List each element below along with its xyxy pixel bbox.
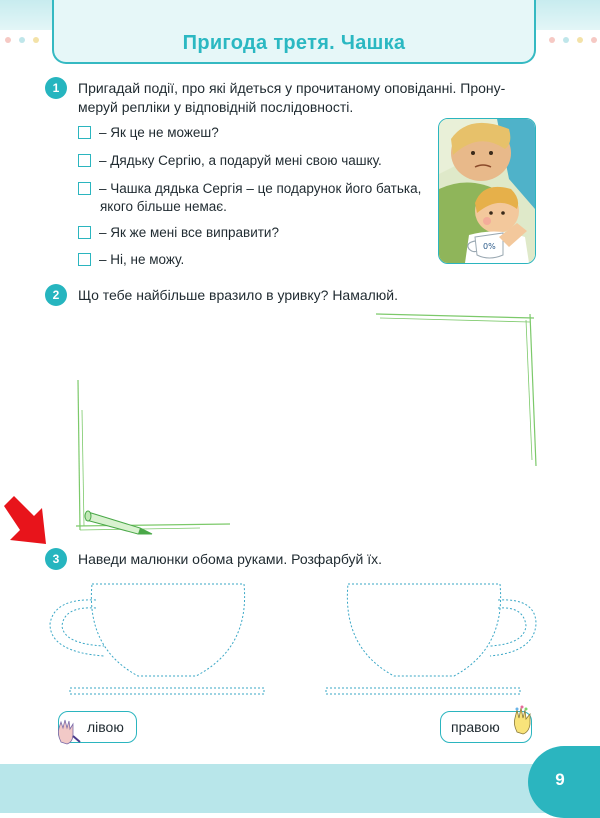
left-cup-outline[interactable] — [50, 584, 264, 694]
task-3-number: 3 — [45, 548, 67, 570]
left-hand-icon — [53, 716, 83, 746]
task-2-text: Що тебе найбільше вразило в уривку? Намалюй. — [78, 287, 399, 303]
page-title: Пригода третя. Чашка — [182, 32, 406, 54]
cup-label: 0% — [483, 242, 496, 251]
item-text: – Як це не можеш? — [99, 125, 219, 140]
task-1-text-line-2: меруй репліки у відповідній послідовності. — [78, 99, 354, 115]
item-text: – Як же мені все виправити? — [99, 225, 279, 240]
right-hand-button[interactable] — [440, 711, 532, 743]
task-2-number: 2 — [45, 284, 67, 306]
task-1-text-line-1: Пригадай події, про які йдеться у прочитаному оповіданні. Прону- — [78, 80, 506, 96]
left-hand-label: лівою — [87, 719, 124, 735]
task-3-text: Наведи малюнки обома руками. Розфарбуй їх. — [78, 551, 383, 567]
right-cup-outline[interactable] — [326, 584, 536, 694]
item-text: – Дядьку Сергію, а подаруй мені свою чашку. — [99, 153, 382, 168]
task-1-number: 1 — [45, 77, 67, 99]
right-hand-icon — [509, 704, 539, 736]
right-hand-label: правою — [451, 719, 500, 735]
item-text: – Ні, не можу. — [99, 252, 185, 267]
left-hand-button[interactable] — [58, 711, 137, 743]
bottom-band — [0, 764, 600, 813]
item-text: – Чашка дядька Сергія – це подарунок його батька, якого більше немає. — [99, 181, 422, 214]
page-number: 9 — [555, 770, 565, 789]
